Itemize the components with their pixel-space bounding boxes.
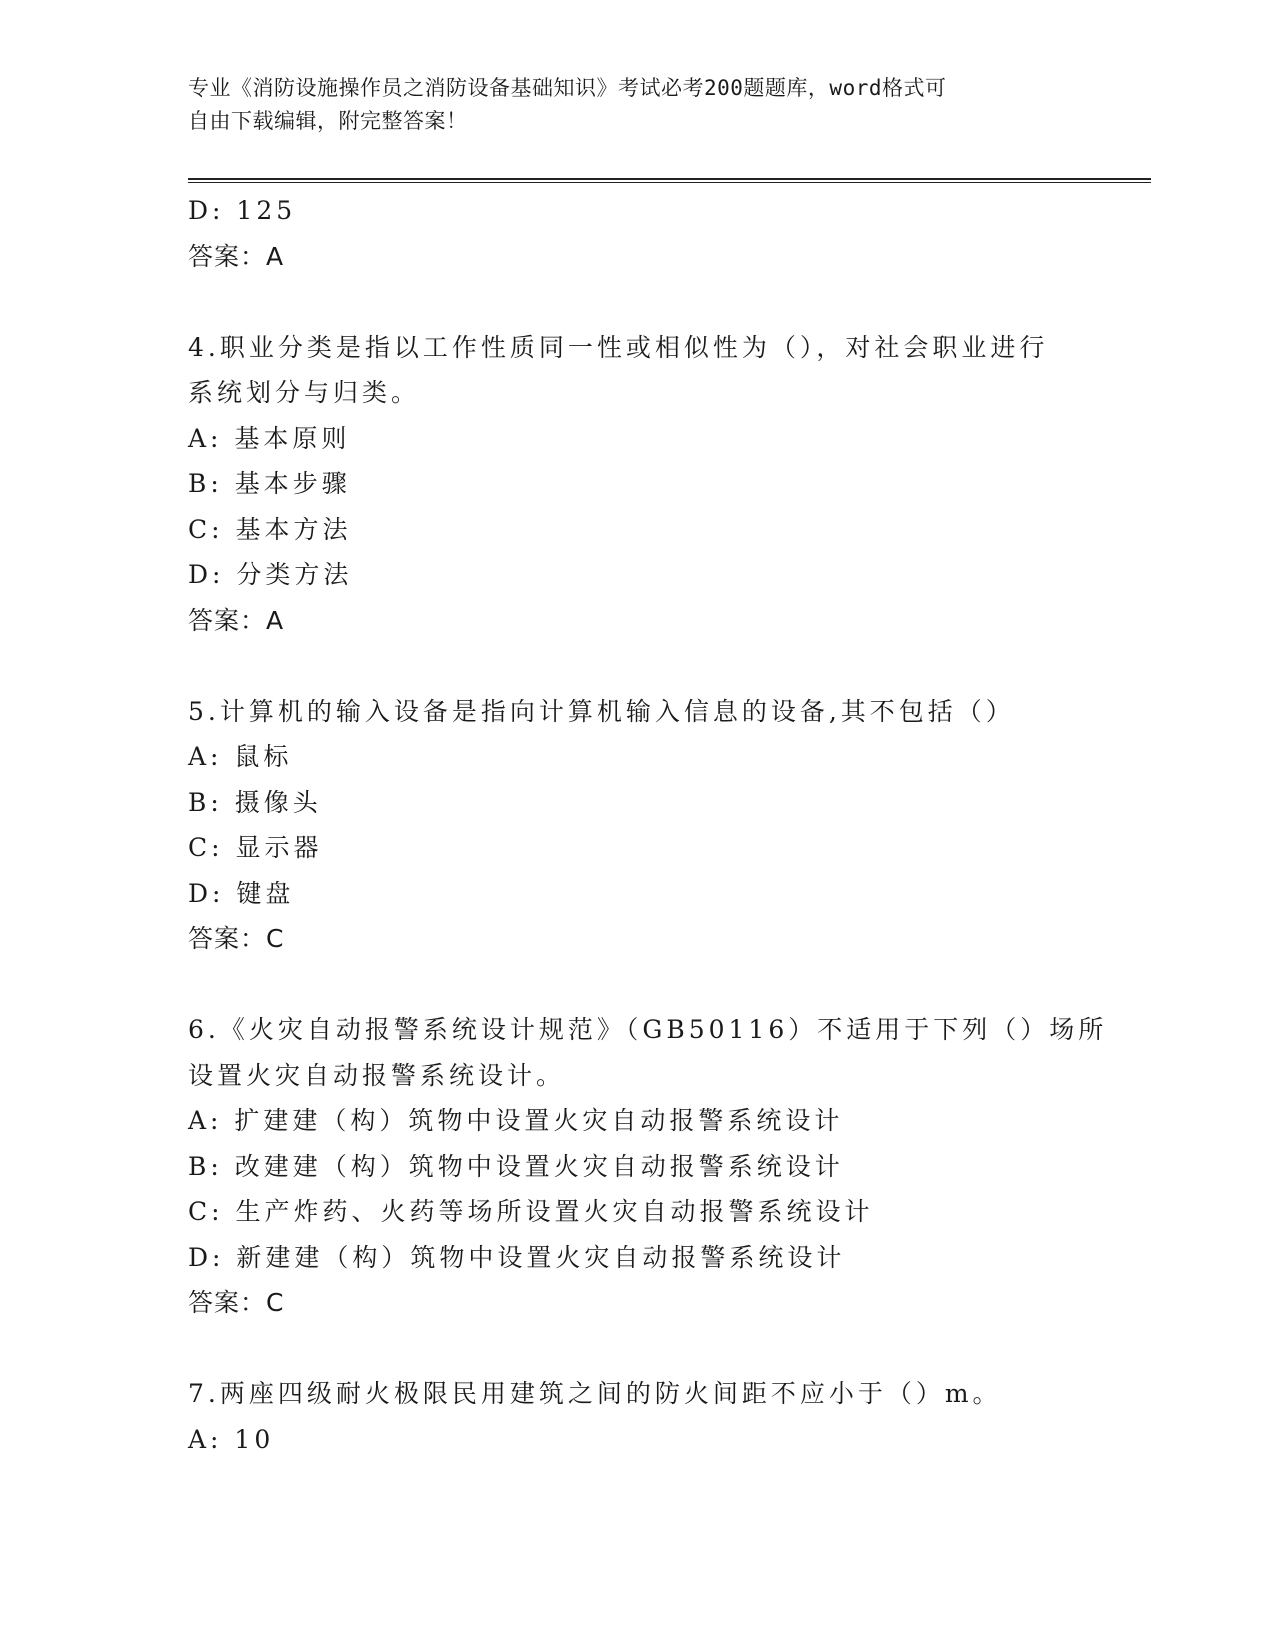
question-stem: 7.两座四级耐火极限民用建筑之间的防火间距不应小于（）m。 xyxy=(188,1379,1002,1408)
spacer xyxy=(188,643,1088,689)
option-a: A: 鼠标 xyxy=(188,742,293,771)
option-d: D: 键盘 xyxy=(188,878,295,908)
option-d: D: 新建建（构）筑物中设置火灾自动报警系统设计 xyxy=(188,1242,846,1272)
spacer xyxy=(188,962,1088,1008)
question-stem: 设置火灾自动报警系统设计。 xyxy=(188,1060,566,1090)
answer: 答案：A xyxy=(188,241,285,271)
header-line-1: 专业《消防设施操作员之消防设备基础知识》考试必考200题题库，word格式可 xyxy=(188,76,947,100)
option-a: A: 扩建建（构）筑物中设置火灾自动报警系统设计 xyxy=(188,1106,844,1135)
option-a: A: 10 xyxy=(188,1424,275,1454)
question-stem: 4.职业分类是指以工作性质同一性或相似性为（），对社会职业进行 xyxy=(188,332,1049,362)
document-body xyxy=(188,188,1108,1462)
option-c: C: 基本方法 xyxy=(188,514,352,544)
question-stem: 5.计算机的输入设备是指向计算机输入信息的设备,其不包括（） xyxy=(188,696,1015,726)
answer: 答案：C xyxy=(188,924,285,953)
spacer xyxy=(188,1326,1088,1372)
question-stem: 6.《火灾自动报警系统设计规范》（GB50116）不适用于下列（）场所 xyxy=(188,1015,1108,1044)
option-d: D: 分类方法 xyxy=(188,560,353,589)
header-line-2: 自由下载编辑，附完整答案！ xyxy=(188,109,468,133)
answer: 答案：C xyxy=(188,1288,285,1317)
answer: 答案：A xyxy=(188,605,285,635)
question-stem: 系统划分与归类。 xyxy=(188,378,421,407)
spacer xyxy=(188,279,1088,325)
option-d: D: 125 xyxy=(188,196,297,225)
header-divider xyxy=(188,178,1151,183)
option-b: B: 摄像头 xyxy=(188,787,322,817)
option-b: B: 改建建（构）筑物中设置火灾自动报警系统设计 xyxy=(188,1151,844,1181)
page-header xyxy=(188,72,1068,138)
option-c: C: 生产炸药、火药等场所设置火灾自动报警系统设计 xyxy=(188,1197,874,1226)
option-c: C: 显示器 xyxy=(188,833,323,862)
option-a: A: 基本原则 xyxy=(188,423,351,453)
option-b: B: 基本步骤 xyxy=(188,469,351,498)
